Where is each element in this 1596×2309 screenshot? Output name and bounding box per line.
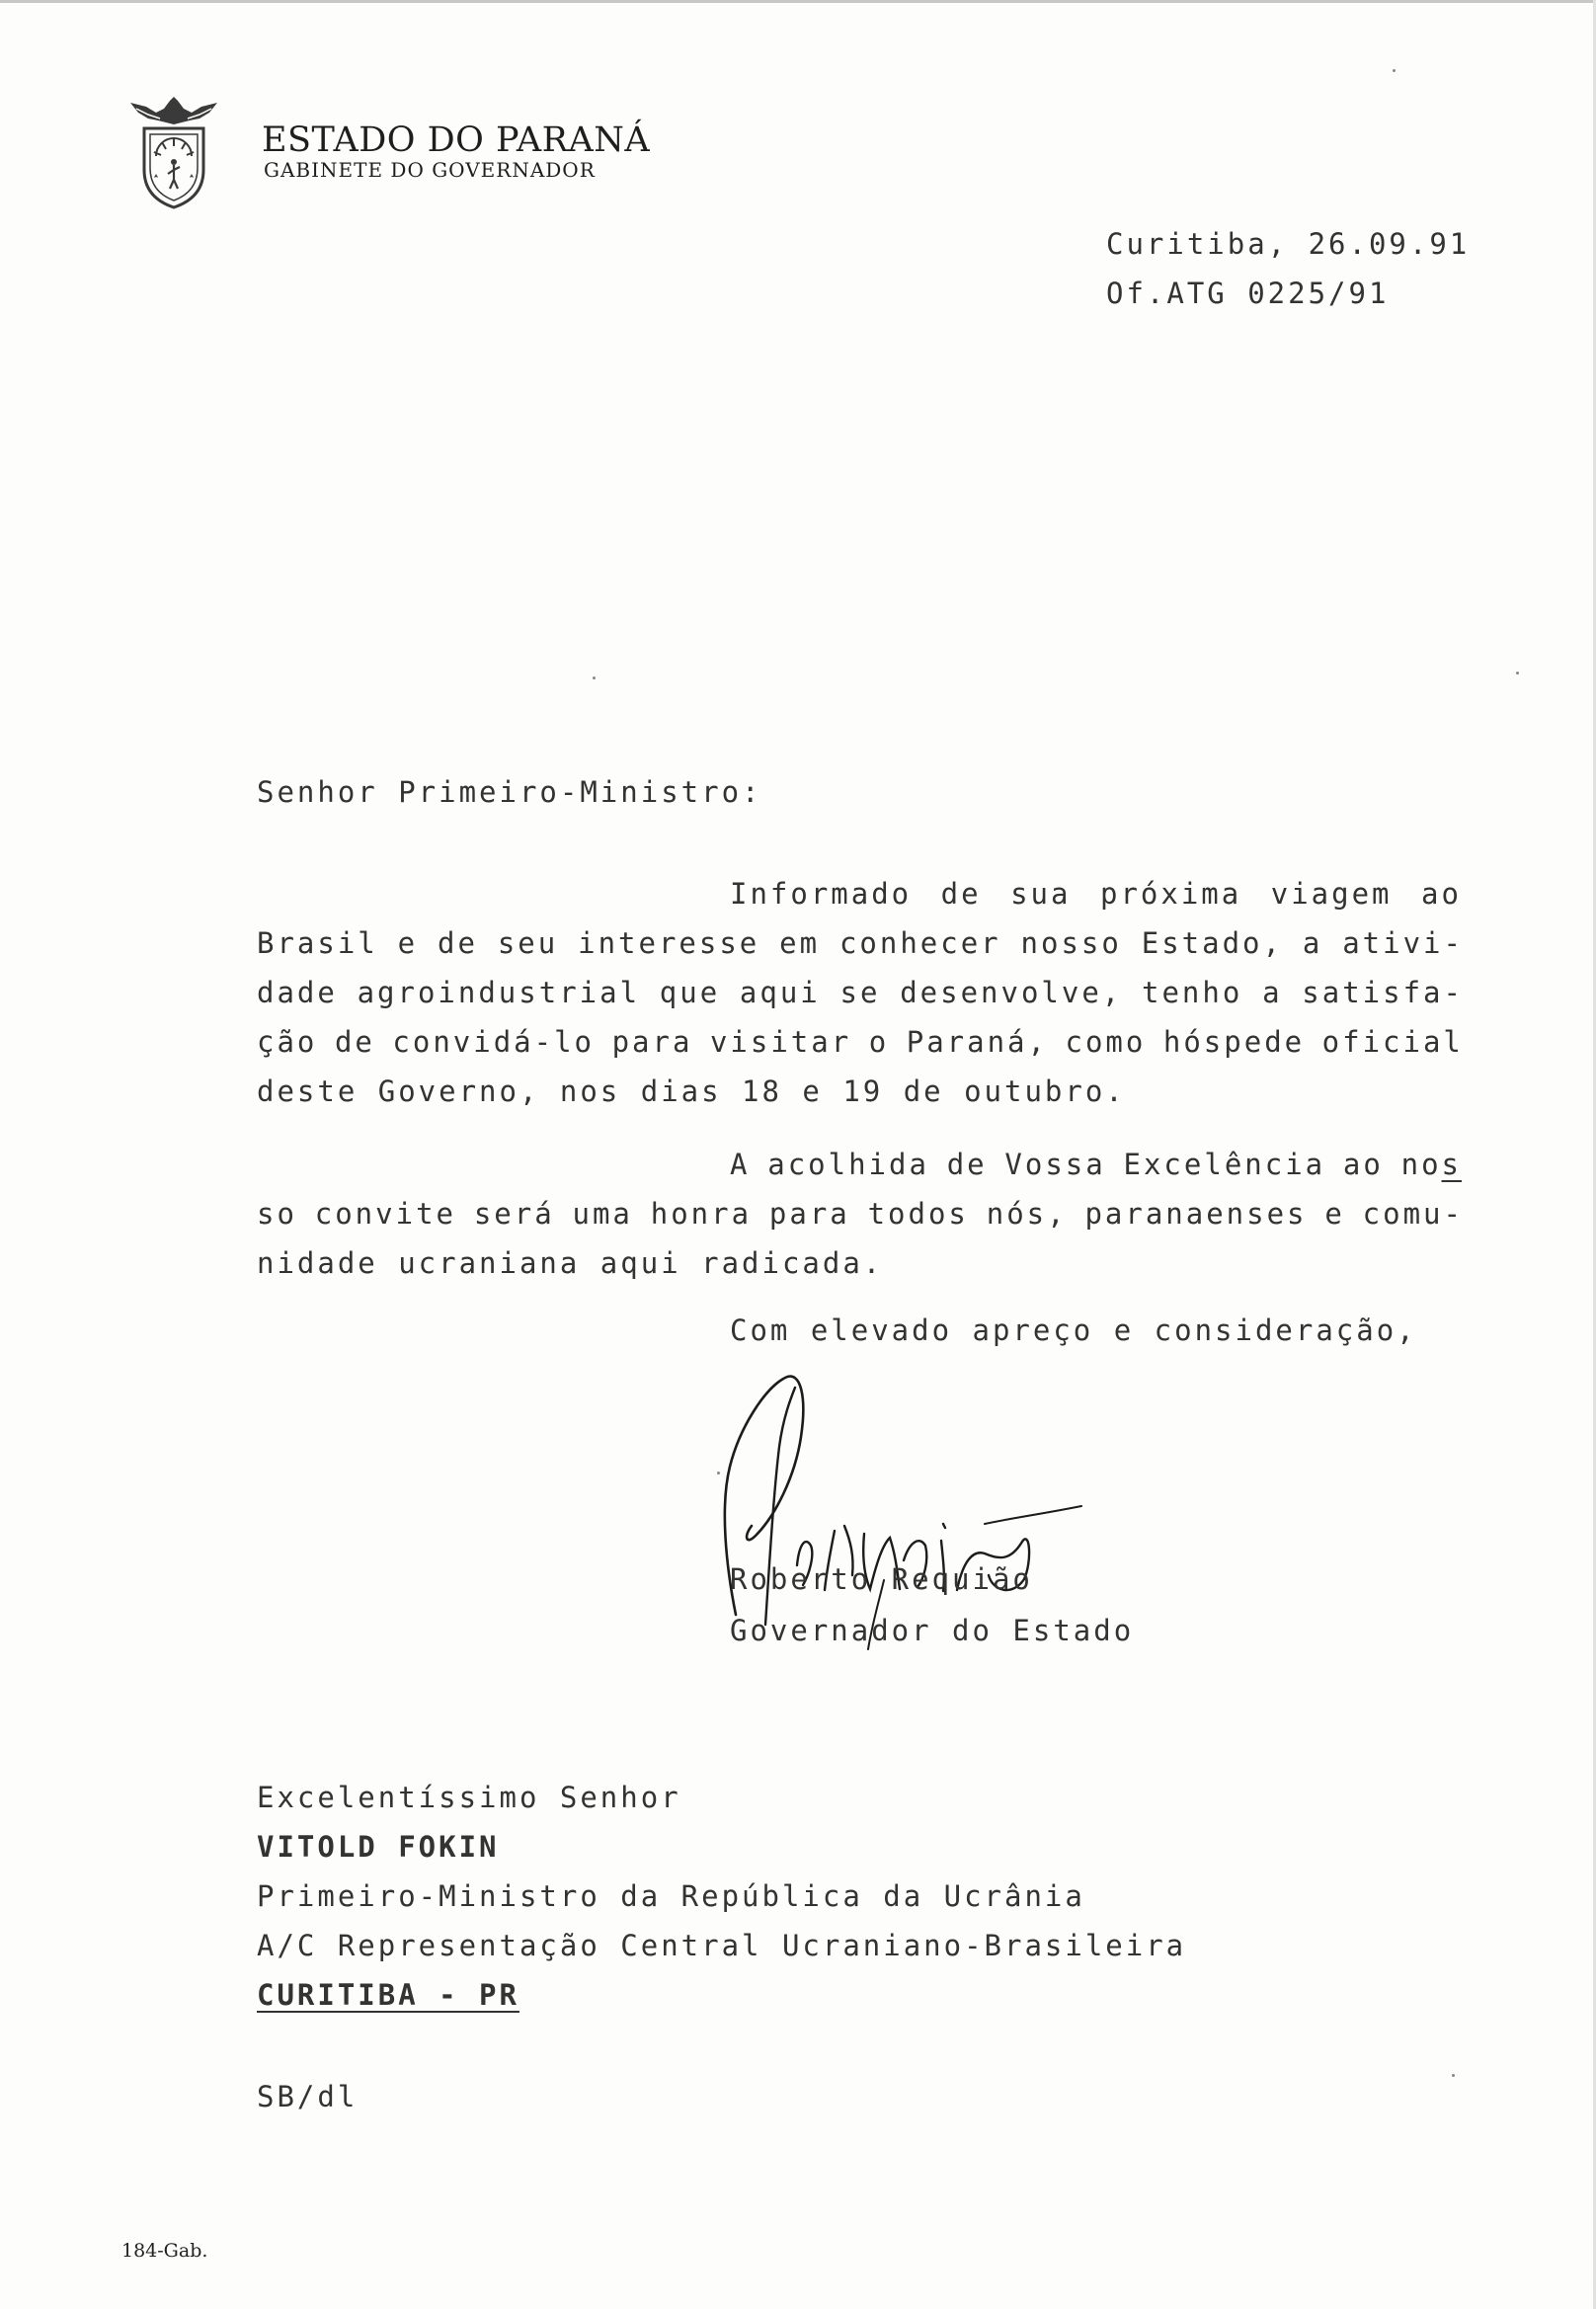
paragraph1-line4 xyxy=(257,1025,1464,1059)
word: interesse xyxy=(578,926,760,960)
word: so xyxy=(257,1197,297,1231)
org-name: ESTADO DO PARANÁ xyxy=(262,120,651,160)
word: acolhida xyxy=(767,1148,929,1181)
word: em xyxy=(779,926,821,960)
word: paranaenses xyxy=(1084,1197,1308,1231)
word: honra xyxy=(650,1197,753,1231)
word: como xyxy=(1065,1025,1147,1059)
handwritten-signature-icon xyxy=(716,1368,1111,1654)
scan-speck xyxy=(1393,69,1396,72)
word: o xyxy=(868,1025,890,1059)
paragraph1-line5: deste Governo, nos dias 18 e 19 de outubro. xyxy=(257,1075,1126,1108)
word: Informado xyxy=(730,877,913,911)
word: de xyxy=(940,877,982,911)
word: todos xyxy=(867,1197,969,1231)
typist-initials: SB/dl xyxy=(257,2080,359,2113)
word: convite xyxy=(314,1197,456,1231)
word-part-underlined: s xyxy=(1441,1148,1462,1181)
paragraph2-line2 xyxy=(257,1197,1464,1231)
word: uma xyxy=(572,1197,633,1231)
word: nós, xyxy=(986,1197,1068,1231)
word: A xyxy=(730,1148,751,1181)
word: aqui xyxy=(739,976,821,1009)
word: tenho xyxy=(1142,976,1243,1009)
word-part: no xyxy=(1400,1148,1442,1181)
word: satisfa- xyxy=(1302,976,1464,1009)
word: Excelência xyxy=(1123,1148,1326,1181)
word: próxima xyxy=(1100,877,1242,911)
word: viagem xyxy=(1270,877,1393,911)
word: convidá-lo xyxy=(392,1025,596,1059)
scan-speck xyxy=(593,677,596,679)
word: e xyxy=(397,926,419,960)
scan-speck xyxy=(1516,672,1519,675)
parana-coat-of-arms-icon xyxy=(126,95,221,211)
recipient-name: VITOLD FOKIN xyxy=(257,1830,500,1864)
recipient-city: CURITIBA - PR xyxy=(257,1978,519,2012)
word: para xyxy=(768,1197,850,1231)
org-subtitle: GABINETE DO GOVERNADOR xyxy=(264,158,596,182)
scan-speck xyxy=(1452,2074,1455,2077)
word: visitar xyxy=(709,1025,852,1059)
word: hóspede xyxy=(1162,1025,1306,1059)
word: Paraná, xyxy=(906,1025,1048,1059)
word: e xyxy=(1324,1197,1345,1231)
signer-name: Roberto Requião xyxy=(730,1562,1033,1596)
paragraph1-line2 xyxy=(257,926,1464,960)
recipient-salutation: Excelentíssimo Senhor xyxy=(257,1781,681,1814)
word: de xyxy=(946,1148,988,1181)
word: ao xyxy=(1421,877,1462,911)
word: a xyxy=(1262,976,1283,1009)
word: Estado, xyxy=(1141,926,1283,960)
word: a xyxy=(1302,926,1323,960)
word: Brasil xyxy=(257,926,378,960)
word: desenvolve, xyxy=(900,976,1123,1009)
word: ção xyxy=(257,1025,318,1059)
word-hyphen-split xyxy=(1401,1148,1462,1181)
word: agroindustrial xyxy=(357,976,641,1009)
word: Vossa xyxy=(1004,1148,1106,1181)
paragraph1-line3 xyxy=(257,976,1464,1009)
word: dade xyxy=(257,976,338,1009)
word: sua xyxy=(1010,877,1072,911)
word: oficial xyxy=(1321,1025,1464,1059)
word: de xyxy=(438,926,478,960)
word: ao xyxy=(1342,1148,1384,1181)
recipient-care-of: A/C Representação Central Ucraniano-Brasileira xyxy=(257,1929,1187,1962)
word: será xyxy=(473,1197,555,1231)
word: seu xyxy=(497,926,559,960)
scan-speck xyxy=(717,1472,720,1474)
signer-title: Governador do Estado xyxy=(730,1614,1135,1647)
form-code: 184-Gab. xyxy=(121,2240,208,2262)
paragraph1-line1 xyxy=(730,877,1462,911)
word: nosso xyxy=(1020,926,1122,960)
closing-phrase: Com elevado apreço e consideração, xyxy=(730,1314,1417,1347)
word: de xyxy=(334,1025,375,1059)
place-date: Curitiba, 26.09.91 xyxy=(1106,227,1471,261)
word: para xyxy=(611,1025,693,1059)
word: que xyxy=(659,976,721,1009)
word: comu- xyxy=(1362,1197,1464,1231)
recipient-position: Primeiro-Ministro da República da Ucrânia xyxy=(257,1879,1085,1913)
word: ativi- xyxy=(1342,926,1464,960)
salutation: Senhor Primeiro-Ministro: xyxy=(257,775,762,809)
paragraph2-line3: nidade ucraniana aqui radicada. xyxy=(257,1246,884,1280)
scan-top-edge xyxy=(0,0,1596,3)
reference-number: Of.ATG 0225/91 xyxy=(1106,277,1390,310)
paragraph2-line1 xyxy=(730,1148,1462,1181)
word: conhecer xyxy=(838,926,1001,960)
word: se xyxy=(839,976,881,1009)
